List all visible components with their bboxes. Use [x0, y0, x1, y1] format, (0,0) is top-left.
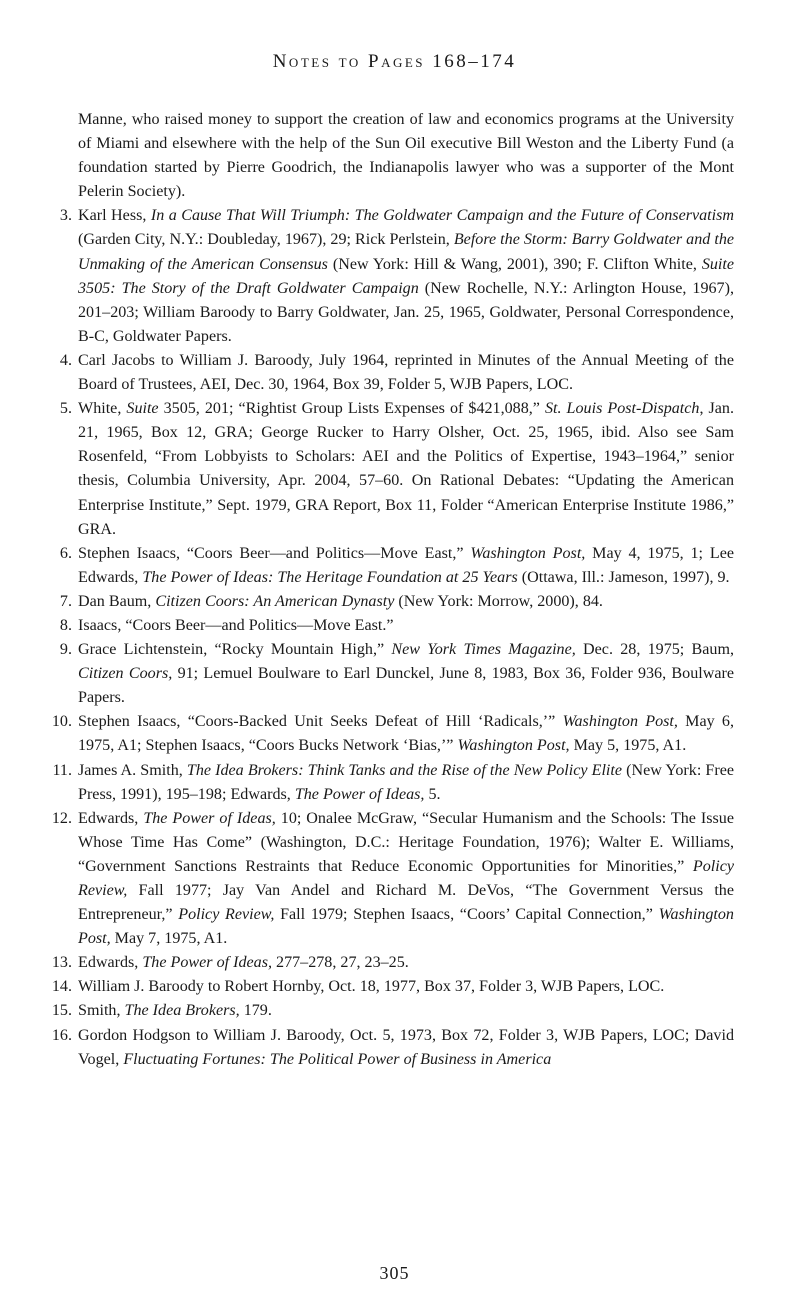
endnote-text	[78, 954, 409, 971]
endnote-text	[78, 352, 734, 393]
page-number: 305	[379, 1263, 410, 1283]
endnote-text	[78, 593, 603, 610]
citation-text: 179.	[239, 1002, 272, 1020]
citation-text: William J. Baroody to Robert Hornby, Oct. 18, 1977, Box 37, Folder 3, WJB Papers, LOC.	[78, 978, 665, 996]
citation-text: May 7, 1975, A1.	[110, 930, 228, 948]
citation-text: Manne, who raised money to support the creation of law and economics programs at the University of Miami and elsewhere with the help of the Sun Oil executive Bill Weston and the Liberty Fund (a foundation started by Pierre Goodrich, the Indianapolis lawyer who was a supporter of the Mont Pelerin Society).	[78, 111, 734, 201]
citation-title: The Power of Ideas: The Heritage Foundation at 25 Years	[142, 568, 518, 586]
endnote-entry	[44, 614, 734, 638]
endnote-number: 15.	[51, 1002, 72, 1020]
citation-title: The Power of Ideas,	[294, 785, 425, 803]
citation-text: Stephen Isaacs, “Coors Beer—and Politics—Move East,”	[78, 544, 471, 562]
citation-title: Policy Review,	[78, 857, 734, 899]
endnote-entry	[44, 807, 734, 952]
endnote-entry	[44, 710, 734, 758]
citation-title: The Power of Ideas,	[143, 809, 276, 827]
endnote-entry	[44, 397, 734, 542]
endnote-text	[78, 207, 734, 344]
citation-text: James A. Smith,	[78, 761, 187, 779]
citation-title: Policy Review,	[178, 906, 275, 924]
endnote-text	[78, 111, 734, 200]
citation-text: Smith,	[78, 1002, 125, 1020]
citation-text: Dec. 28, 1975; Baum,	[575, 641, 734, 659]
endnote-number: 8.	[59, 616, 72, 634]
citation-title: New York Times Magazine,	[391, 641, 576, 659]
citation-text: Fall 1977; Jay Van Andel and Richard M. DeVos, “The Government Versus the Entrepreneur,”	[78, 882, 734, 924]
citation-title: Citizen Coors: An American Dynasty	[155, 592, 395, 610]
endnote-number: 4.	[59, 351, 72, 369]
endnote-text	[78, 713, 734, 754]
citation-text: May 4, 1975, 1; Lee Edwards,	[78, 544, 734, 586]
citation-title: Before the Storm: Barry Goldwater and the Unmaking of the American Consensus	[78, 231, 735, 273]
citation-text: Gordon Hodgson to William J. Baroody, Oct. 5, 1973, Box 72, Folder 3, WJB Papers, LOC; David Vogel,	[78, 1026, 734, 1068]
citation-text: (New York: Hill & Wang, 2001), 390; F. Clifton White,	[327, 255, 702, 273]
endnote-entry	[44, 349, 734, 397]
citation-text: Edwards,	[78, 954, 143, 972]
citation-title: Washington Post,	[78, 906, 734, 948]
endnote-number: 11.	[52, 761, 72, 779]
endnote-number: 16.	[51, 1026, 72, 1044]
citation-text: Carl Jacobs to William J. Baroody, July 1964, reprinted in Minutes of the Annual Meeting of the Board of Trustees, AEI, Dec. 30, 1964, Box 39, Folder 5, WJB Papers, LOC.	[78, 351, 734, 394]
endnote-entry	[44, 759, 734, 807]
endnote-text	[78, 762, 734, 803]
citation-title: The Idea Brokers,	[124, 1002, 240, 1020]
citation-text: Karl Hess,	[78, 207, 151, 225]
endnote-entry	[44, 951, 734, 975]
citation-text: May 5, 1975, A1.	[569, 737, 687, 755]
endnote-entry	[44, 999, 734, 1023]
endnote-entry	[44, 590, 734, 614]
citation-text: 3505, 201; “Rightist Group Lists Expenses of $421,088,”	[158, 400, 545, 418]
endnote-entry	[44, 1024, 734, 1072]
endnote-text	[78, 641, 734, 706]
citation-title: Suite 3505: The Story of the Draft Goldwater Campaign	[78, 255, 734, 297]
endnote-number: 5.	[59, 400, 72, 418]
endnote-number: 3.	[59, 207, 72, 225]
endnote-text	[78, 978, 664, 995]
citation-title: The Power of Ideas,	[142, 954, 272, 972]
endnotes-list	[44, 108, 734, 1072]
endnote-text	[78, 1027, 734, 1068]
endnote-text	[78, 400, 734, 537]
citation-title: In a Cause That Will Triumph: The Goldwater Campaign and the Future of Conservatism	[150, 207, 734, 225]
endnote-number: 13.	[51, 954, 72, 972]
endnote-text	[78, 545, 734, 586]
citation-text: (New York: Free Press, 1991), 195–198; Edwards,	[78, 761, 734, 803]
citation-title: Fluctuating Fortunes: The Political Power of Business in America	[123, 1050, 552, 1068]
endnote-entry	[44, 204, 734, 349]
citation-text: (New York: Morrow, 2000), 84.	[394, 592, 603, 610]
endnote-number: 9.	[59, 641, 72, 659]
citation-text: Isaacs, “Coors Beer—and Politics—Move East.”	[78, 616, 394, 634]
endnote-entry	[44, 975, 734, 999]
endnote-number: 14.	[51, 978, 72, 996]
endnote-entry	[44, 638, 734, 710]
citation-text: (Ottawa, Ill.: Jameson, 1997), 9.	[517, 568, 730, 586]
citation-text: Stephen Isaacs, “Coors-Backed Unit Seeks Defeat of Hill ‘Radicals,’”	[78, 713, 563, 731]
citation-text: (Garden City, N.Y.: Doubleday, 1967), 29; Rick Perlstein,	[78, 231, 454, 249]
endnote-text	[78, 1002, 272, 1019]
endnote-number: 12.	[51, 809, 72, 827]
endnote-text	[78, 810, 734, 947]
citation-text: 277–278, 27, 23–25.	[272, 954, 409, 972]
citation-text: 10; Onalee McGraw, “Secular Humanism and the Schools: The Issue Whose Time Has Come” (Washington, D.C.: Heritage Foundation, 1976); Walter E. Williams, “Government Sanctions Restraints that Reduce Economic Opportunities for Minorities,”	[78, 809, 734, 875]
citation-text: White,	[78, 400, 127, 418]
citation-title: Washington Post,	[457, 737, 570, 755]
endnote-number: 7.	[59, 592, 72, 610]
citation-text: 91; Lemuel Boulware to Earl Dunckel, June 8, 1983, Box 36, Folder 936, Boulware Papers.	[78, 665, 734, 707]
citation-title: Suite	[126, 400, 159, 418]
citation-text: Edwards,	[78, 809, 144, 827]
citation-text: Grace Lichtenstein, “Rocky Mountain High,”	[78, 641, 392, 659]
citation-text: May 6, 1975, A1; Stephen Isaacs, “Coors Bucks Network ‘Bias,’”	[78, 713, 735, 755]
endnote-number: 6.	[59, 544, 72, 562]
endnote-entry	[44, 542, 734, 590]
citation-title: The Idea Brokers: Think Tanks and the Rise of the New Policy Elite	[186, 761, 622, 779]
citation-text: Fall 1979; Stephen Isaacs, “Coors’ Capital Connection,”	[274, 906, 659, 924]
endnote-entry	[44, 108, 734, 204]
running-head: Notes to Pages 168–174	[272, 51, 517, 72]
citation-title: St. Louis Post-Dispatch	[544, 400, 700, 418]
endnote-number: 10.	[51, 713, 72, 731]
endnote-text	[78, 617, 394, 634]
citation-text: , Jan. 21, 1965, Box 12, GRA; George Rucker to Harry Olsher, Oct. 25, 1965, ibid. Also see Sam Rosenfeld, “From Lobbyists to Scholars: AEI and the Politics of Expertise, 1943–1964,” senior thesis, Columbia University, Apr. 2004, 57–60. On Rational Debates: “Updating the American Enterprise Institute,” Sept. 1979, GRA Report, Box 11, Folder “American Enterprise Institute 1986,” GRA.	[78, 400, 735, 538]
citation-title: Washington Post,	[562, 713, 678, 731]
citation-text: Dan Baum,	[78, 592, 156, 610]
citation-text: (New Rochelle, N.Y.: Arlington House, 1967), 201–203; William Baroody to Barry Goldwater, Jan. 25, 1965, Goldwater, Personal Correspondence, B-C, Goldwater Papers.	[78, 279, 734, 345]
citation-text: 5.	[424, 785, 441, 803]
citation-title: Citizen Coors,	[78, 665, 173, 683]
citation-title: Washington Post,	[470, 544, 586, 562]
